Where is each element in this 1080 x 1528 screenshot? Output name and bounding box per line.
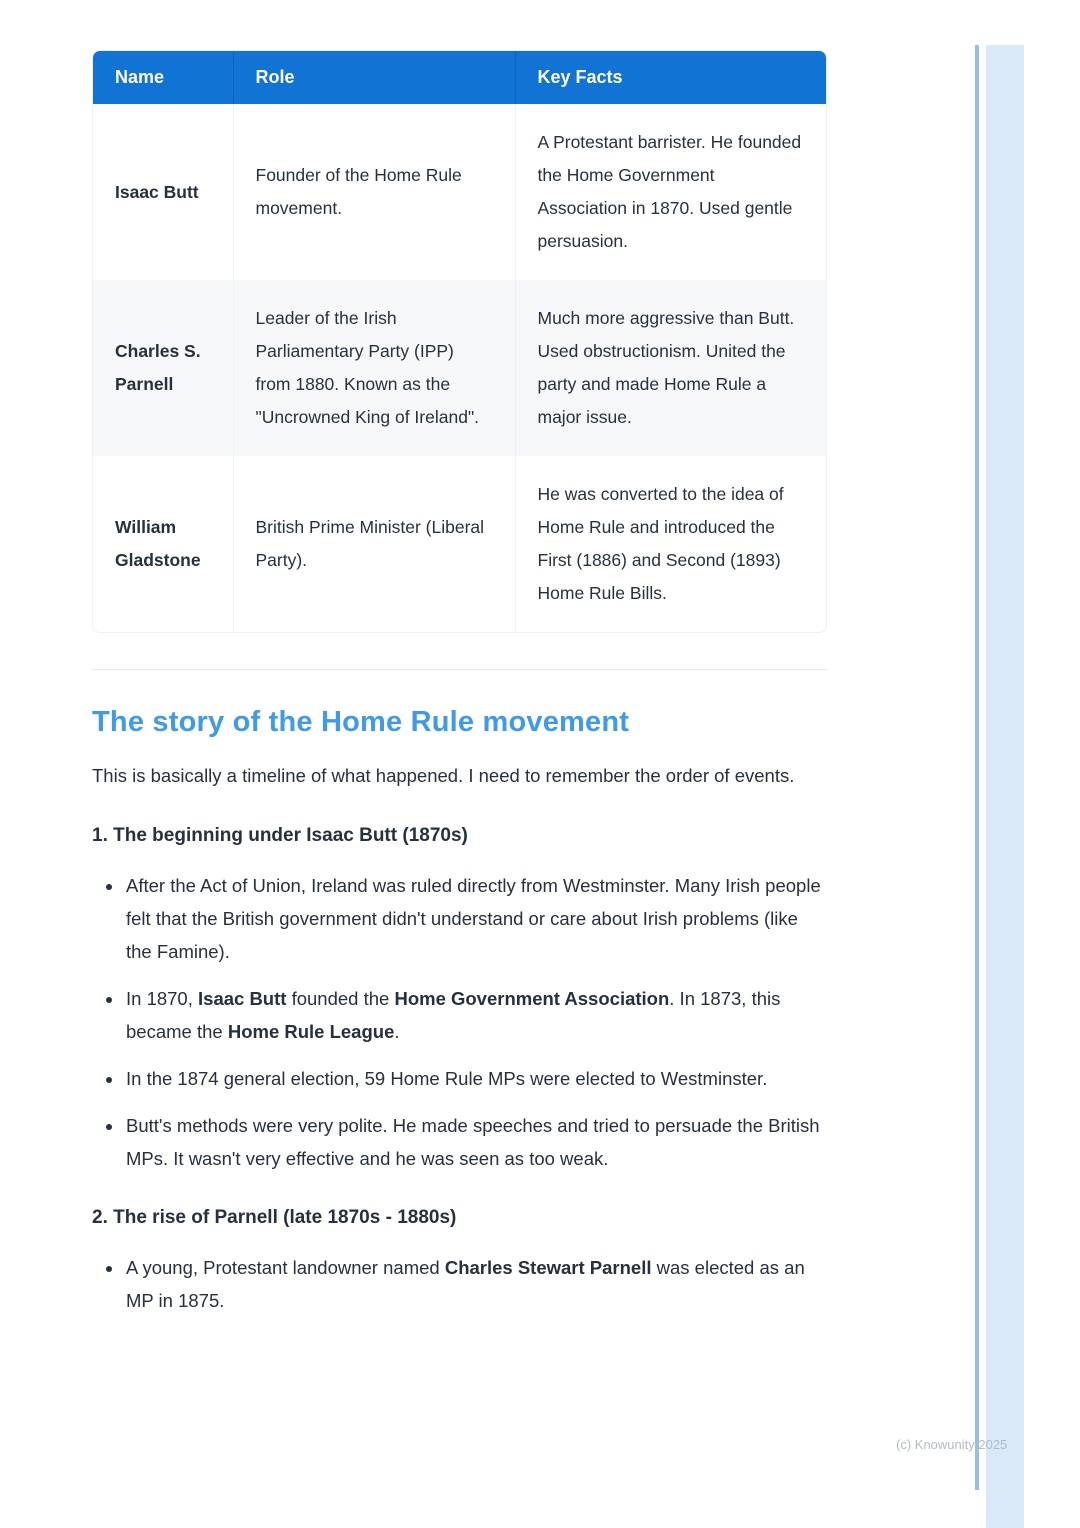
watermark: (c) Knowunity 2025 xyxy=(896,1437,1008,1452)
page-edge-line xyxy=(975,45,979,1490)
bullet-item: • A young, Protestant landowner named Charles Stewart Parnell was elected as an MP in 1875. xyxy=(124,1251,827,1317)
cell-name: Charles S. Parnell xyxy=(115,341,201,394)
key-figures-table xyxy=(92,50,827,633)
page-content xyxy=(92,50,827,1331)
cell-role: Founder of the Home Rule movement. xyxy=(233,104,515,280)
bullet-item: • After the Act of Union, Ireland was ruled directly from Westminster. Many Irish people felt that the British government didn't understand or care about Irish problems (like the Famine). xyxy=(124,869,827,968)
cell-key-facts: Much more aggressive than Butt. Used obstructionism. United the party and made Home Rule a major issue. xyxy=(515,280,827,456)
cell-role: Leader of the Irish Parliamentary Party (IPP) from 1880. Known as the "Uncrowned King of Ireland". xyxy=(233,280,515,456)
cell-key-facts: A Protestant barrister. He founded the Home Government Association in 1870. Used gentle persuasion. xyxy=(515,104,827,280)
intro-paragraph: This is basically a timeline of what happened. I need to remember the order of events. xyxy=(92,765,795,786)
cell-name: Isaac Butt xyxy=(115,181,199,202)
subsection-2-heading: 2. The rise of Parnell (late 1870s - 1880s) xyxy=(92,1207,457,1228)
subsection-1-heading: 1. The beginning under Isaac Butt (1870s) xyxy=(92,825,468,846)
cell-name: William Gladstone xyxy=(115,517,201,570)
table-header-row xyxy=(93,51,827,104)
cell-role: British Prime Minister (Liberal Party). xyxy=(233,456,515,632)
bullet-item: • In 1870, Isaac Butt founded the Home Government Association. In 1873, this became the Home Rule League. xyxy=(124,982,827,1048)
section-title: The story of the Home Rule movement xyxy=(92,706,630,738)
column-header-name: Name xyxy=(93,51,233,104)
cell-key-facts: He was converted to the idea of Home Rule and introduced the First (1886) and Second (1893) Home Rule Bills. xyxy=(515,456,827,632)
table xyxy=(93,51,827,632)
column-header-role: Role xyxy=(233,51,515,104)
page-edge-stripe xyxy=(986,45,1024,1528)
bullet-item: • Butt's methods were very polite. He made speeches and tried to persuade the British MPs. It wasn't very effective and he was seen as too weak. xyxy=(124,1109,827,1175)
table-row-isaac-butt xyxy=(93,104,827,280)
bullet-item: • In the 1874 general election, 59 Home Rule MPs were elected to Westminster. xyxy=(124,1062,827,1095)
bullet-list-2 xyxy=(92,1251,827,1317)
table-row-charles-parnell xyxy=(93,280,827,456)
table-row-william-gladstone xyxy=(93,456,827,632)
bullet-list-1 xyxy=(92,869,827,1175)
column-header-key-facts: Key Facts xyxy=(515,51,827,104)
section-divider xyxy=(92,669,827,670)
